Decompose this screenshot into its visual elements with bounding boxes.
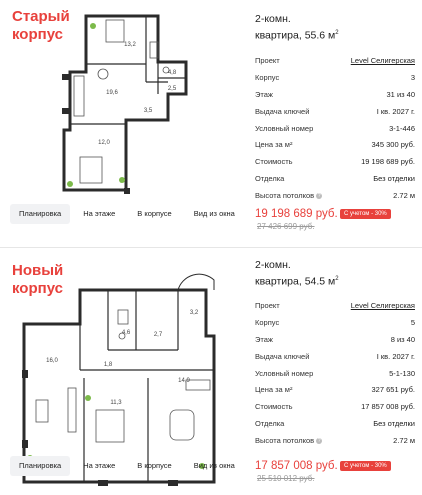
old-price: 25 510 012 руб. (257, 474, 315, 483)
old-price: 27 426 699 руб. (257, 222, 315, 231)
tab-plan[interactable]: Планировка (10, 456, 70, 476)
tab-window-view[interactable]: Вид из окна (193, 209, 235, 218)
room-area-label: 2,5 (167, 86, 177, 92)
room-area-label: 11,3 (110, 400, 122, 406)
info-row-cost: Стоимость 19 198 689 руб. (255, 157, 415, 167)
apartment-info (255, 12, 415, 204)
info-row-building: Корпус 5 (255, 318, 415, 328)
info-row-price-m2: Цена за м² 345 300 руб. (255, 140, 415, 150)
info-icon[interactable]: ? (317, 437, 321, 444)
room-area-label: 12,0 (98, 140, 110, 146)
tab-building[interactable]: В корпусе (137, 461, 172, 470)
info-row-number: Условный номер 5-1-130 (255, 368, 415, 378)
tab-building[interactable]: В корпусе (137, 209, 172, 218)
info-icon[interactable]: ? (317, 192, 321, 199)
info-row-floor: Этаж 31 из 40 (255, 89, 415, 99)
room-area-label: 3,5 (143, 108, 153, 114)
tab-window-view[interactable]: Вид из окна (193, 461, 235, 470)
discount-badge: С учетом - 30% (340, 461, 391, 471)
info-row-cost: Стоимость 17 857 008 руб. (255, 402, 415, 412)
info-row-ceiling: Высота потолков ? 2.72 м (255, 190, 415, 200)
info-row-floor: Этаж 8 из 40 (255, 334, 415, 344)
room-area-label: 16,0 (46, 358, 58, 364)
apartment-card-new (0, 247, 422, 495)
info-row-keys: Выдача ключей I кв. 2027 г. (255, 106, 415, 116)
info-row-project: Проект Level Селигерская (255, 56, 415, 66)
project-link[interactable]: Level Селигерская (350, 56, 415, 66)
tab-plan[interactable]: Планировка (10, 204, 70, 224)
info-row-price-m2: Цена за м² 327 651 руб. (255, 385, 415, 395)
tab-floor[interactable]: На этаже (83, 209, 116, 218)
view-tabs (10, 204, 244, 224)
room-area-label: 1,8 (103, 362, 113, 368)
room-area-label: 19,6 (106, 90, 118, 96)
view-tabs (10, 456, 244, 476)
discounted-price: 17 857 008 руб. (255, 460, 338, 472)
room-area-label: 13,2 (124, 42, 136, 48)
floor-plan[interactable] (8, 12, 246, 197)
info-row-finish: Отделка Без отделки (255, 418, 415, 428)
room-area-label: 4,8 (167, 70, 177, 76)
info-row-keys: Выдача ключей I кв. 2027 г. (255, 351, 415, 361)
apartment-title: 2-комн. квартира, 55.6 $м^2$ (255, 13, 339, 42)
info-row-finish: Отделка Без отделки (255, 173, 415, 183)
info-row-number: Условный номер 3-1-446 (255, 123, 415, 133)
apartment-title: 2-комн. квартира, 54.5 $м^2$ (255, 259, 339, 288)
room-area-label: 3,2 (189, 310, 199, 316)
info-row-building: Корпус 3 (255, 73, 415, 83)
discount-badge: С учетом - 30% (340, 209, 391, 219)
room-area-label: 2,7 (153, 332, 163, 338)
info-row-project: Проект Level Селигерская (255, 301, 415, 311)
floor-plan-drawing (8, 12, 246, 197)
room-area-label: 14,9 (178, 378, 190, 384)
building-label: Старый корпус (12, 8, 70, 43)
apartment-card-old (0, 0, 422, 247)
room-area-label: 4,6 (121, 330, 131, 336)
project-link[interactable]: Level Селигерская (350, 301, 415, 311)
info-row-ceiling: Высота потолков ? 2.72 м (255, 435, 415, 445)
tab-floor[interactable]: На этаже (83, 461, 116, 470)
discounted-price: 19 198 689 руб. (255, 208, 338, 220)
apartment-info (255, 258, 415, 449)
building-label: Новый корпус (12, 262, 64, 297)
